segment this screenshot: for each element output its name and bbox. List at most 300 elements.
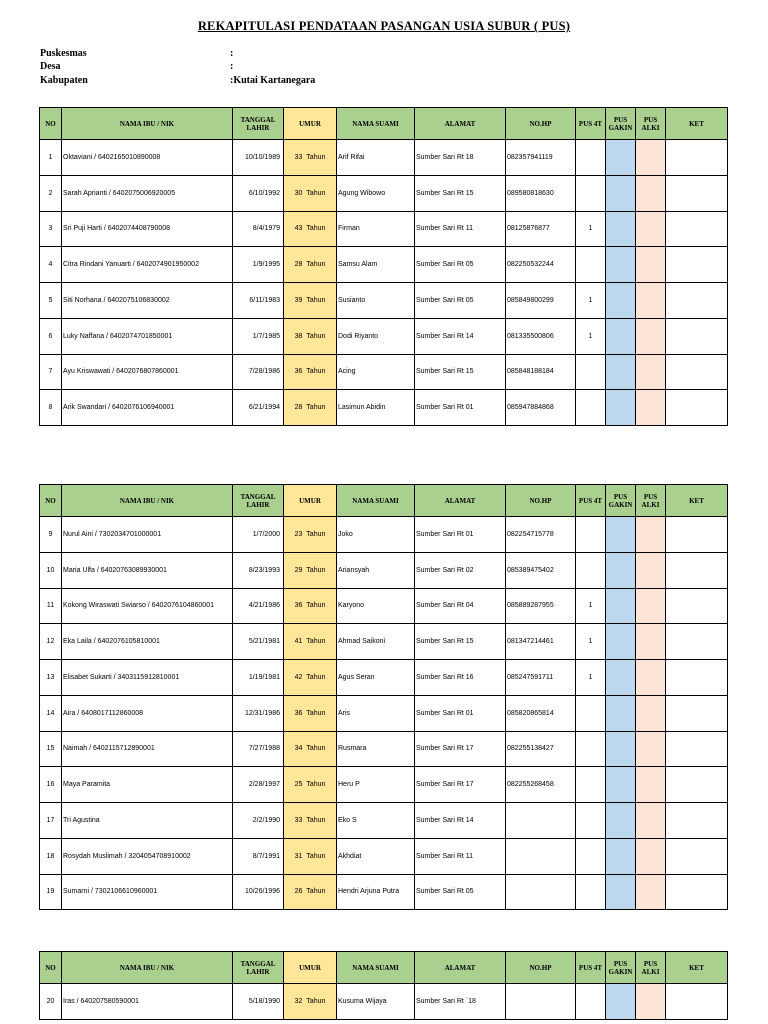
cell-nama-suami: Akhdiat (337, 838, 415, 874)
cell-nama: Maya Paramita (62, 767, 233, 803)
umur-value: 42 (294, 673, 303, 681)
cell-pus-alki (636, 731, 666, 767)
cell-nama: Eka Laila / 6402076105810001 (62, 624, 233, 660)
cell-alamat: Sumber Sari Rt 05 (415, 247, 506, 283)
cell-no: 12 (40, 624, 62, 660)
table-row (40, 283, 728, 319)
column-header-nohp: NO.HP (506, 108, 576, 140)
cell-tanggal-lahir: 6/11/1983 (233, 283, 284, 319)
document-title: REKAPITULASI PENDATAAN PASANGAN USIA SUBUR ( PUS) (197, 19, 571, 33)
cell-pus4t: 1 (576, 318, 606, 354)
cell-no: 17 (40, 803, 62, 839)
cell-tanggal-lahir: 1/19/1981 (233, 660, 284, 696)
column-header-umur: UMUR (284, 108, 337, 140)
cell-alamat: Sumber Sari Rt 01 (415, 517, 506, 553)
umur-unit: Tahun (306, 296, 326, 304)
cell-nama: Citra Rindani Yanuarti / 6402074901950002 (62, 247, 233, 283)
cell-pus4t (576, 767, 606, 803)
umur-unit: Tahun (306, 566, 326, 574)
umur-unit: Tahun (306, 153, 326, 161)
column-header-alki: PUS ALKI (636, 952, 666, 984)
cell-pus-alki (636, 588, 666, 624)
cell-nama: Naimah / 6402115712890001 (62, 731, 233, 767)
pus-table (39, 951, 728, 1020)
cell-ket (666, 660, 728, 696)
cell-tanggal-lahir: 6/10/1992 (233, 175, 284, 211)
cell-pus4t (576, 247, 606, 283)
cell-no: 9 (40, 517, 62, 553)
cell-nohp (506, 874, 576, 910)
umur-value: 36 (294, 602, 303, 610)
table-header-row (40, 952, 728, 984)
cell-umur (284, 283, 337, 319)
cell-nama-suami: Karyono (337, 588, 415, 624)
cell-nama: Ayu Kriswawati / 6402076807860001 (62, 354, 233, 390)
cell-umur (284, 695, 337, 731)
cell-pus4t: 1 (576, 624, 606, 660)
cell-alamat: Sumber Sari Rt 18 (415, 140, 506, 176)
meta-label: Kabupaten (40, 75, 88, 86)
cell-nama-suami: Susianto (337, 283, 415, 319)
umur-unit: Tahun (306, 368, 326, 376)
cell-tanggal-lahir: 8/7/1991 (233, 838, 284, 874)
table-row (40, 731, 728, 767)
umur-value: 25 (294, 781, 303, 789)
column-header-no: NO (40, 952, 62, 984)
umur-unit: Tahun (306, 602, 326, 610)
column-header-pus4t: PUS 4T (576, 108, 606, 140)
cell-alamat: Sumber Sari Rt 04 (415, 588, 506, 624)
cell-nama-suami: Aris (337, 695, 415, 731)
cell-alamat: Sumber Sari Rt 16 (415, 660, 506, 696)
pus-table (39, 484, 728, 910)
cell-pus-gakin (606, 731, 636, 767)
column-header-suami: NAMA SUAMI (337, 108, 415, 140)
cell-alamat: Sumber Sari Rt 02 (415, 552, 506, 588)
cell-pus-gakin (606, 695, 636, 731)
cell-pus4t (576, 390, 606, 426)
umur-unit: Tahun (306, 709, 326, 717)
umur-value: 28 (294, 404, 303, 412)
column-header-no: NO (40, 108, 62, 140)
cell-pus-alki (636, 211, 666, 247)
cell-nama: Nurul Aini / 7302034701000001 (62, 517, 233, 553)
column-header-suami: NAMA SUAMI (337, 952, 415, 984)
cell-alamat: Sumber Sari Rt 05 (415, 283, 506, 319)
cell-umur (284, 140, 337, 176)
cell-pus-alki (636, 552, 666, 588)
cell-nohp: 082254715778 (506, 517, 576, 553)
cell-alamat: Sumber Sari Rt 17 (415, 767, 506, 803)
cell-no: 11 (40, 588, 62, 624)
umur-value: 41 (294, 638, 303, 646)
cell-ket (666, 874, 728, 910)
cell-nama: Sarah Aprianti / 6402075006920005 (62, 175, 233, 211)
cell-pus4t (576, 140, 606, 176)
cell-ket (666, 175, 728, 211)
cell-nama: Luky Naffana / 6402074701850001 (62, 318, 233, 354)
table-row (40, 211, 728, 247)
cell-pus-gakin (606, 211, 636, 247)
cell-nama: Tri Agustina (62, 803, 233, 839)
cell-nama-suami: Samsu Alam (337, 247, 415, 283)
cell-tanggal-lahir: 1/7/2000 (233, 517, 284, 553)
table-row (40, 140, 728, 176)
column-header-nohp: NO.HP (506, 485, 576, 517)
cell-nama-suami: Lasimun Abidin (337, 390, 415, 426)
cell-alamat: Sumber Sari Rt 15 (415, 624, 506, 660)
cell-pus-alki (636, 803, 666, 839)
cell-nama-suami: Acing (337, 354, 415, 390)
cell-nohp: 082255268458 (506, 767, 576, 803)
cell-umur (284, 354, 337, 390)
umur-value: 36 (294, 368, 303, 376)
cell-pus-gakin (606, 624, 636, 660)
umur-value: 34 (294, 745, 303, 753)
cell-nama-suami: Ariansyah (337, 552, 415, 588)
table-row (40, 588, 728, 624)
cell-pus-alki (636, 318, 666, 354)
cell-ket (666, 517, 728, 553)
cell-alamat: Sumber Sari Rt `18 (415, 984, 506, 1020)
cell-pus-gakin (606, 838, 636, 874)
cell-tanggal-lahir: 2/28/1997 (233, 767, 284, 803)
umur-unit: Tahun (306, 781, 326, 789)
cell-nama-suami: Hendri Arjuna Putra (337, 874, 415, 910)
cell-nohp: 089580818630 (506, 175, 576, 211)
cell-ket (666, 247, 728, 283)
cell-ket (666, 984, 728, 1020)
cell-pus-gakin (606, 140, 636, 176)
cell-pus-alki (636, 247, 666, 283)
cell-pus-gakin (606, 390, 636, 426)
cell-nohp (506, 984, 576, 1020)
cell-no: 20 (40, 984, 62, 1020)
umur-value: 32 (294, 997, 303, 1005)
column-header-nohp: NO.HP (506, 952, 576, 984)
cell-pus4t: 1 (576, 211, 606, 247)
umur-unit: Tahun (306, 816, 326, 824)
cell-ket (666, 283, 728, 319)
cell-pus4t (576, 517, 606, 553)
cell-no: 3 (40, 211, 62, 247)
table-row (40, 247, 728, 283)
cell-pus-alki (636, 354, 666, 390)
cell-alamat: Sumber Sari Rt 01 (415, 390, 506, 426)
cell-ket (666, 695, 728, 731)
cell-nohp: 081335500806 (506, 318, 576, 354)
cell-nama-suami: Kusuma Wijaya (337, 984, 415, 1020)
cell-tanggal-lahir: 1/7/1985 (233, 318, 284, 354)
column-header-umur: UMUR (284, 952, 337, 984)
umur-unit: Tahun (306, 332, 326, 340)
cell-pus-gakin (606, 767, 636, 803)
cell-no: 4 (40, 247, 62, 283)
cell-tanggal-lahir: 7/27/1988 (233, 731, 284, 767)
cell-no: 14 (40, 695, 62, 731)
cell-tanggal-lahir: 12/31/1986 (233, 695, 284, 731)
column-header-suami: NAMA SUAMI (337, 485, 415, 517)
cell-nama-suami: Dodi Riyanto (337, 318, 415, 354)
cell-no: 15 (40, 731, 62, 767)
column-header-ket: KET (666, 108, 728, 140)
table-row (40, 517, 728, 553)
cell-umur (284, 175, 337, 211)
cell-tanggal-lahir: 5/21/1981 (233, 624, 284, 660)
cell-nama: Sri Puji Harti / 6402074408790008 (62, 211, 233, 247)
cell-nohp: 085389475402 (506, 552, 576, 588)
cell-no: 16 (40, 767, 62, 803)
column-header-gakin: PUS GAKIN (606, 952, 636, 984)
cell-alamat: Sumber Sari Rt 15 (415, 354, 506, 390)
cell-no: 5 (40, 283, 62, 319)
cell-pus-alki (636, 767, 666, 803)
meta-puskesmas: Puskesmas : (40, 48, 234, 59)
table-row (40, 984, 728, 1020)
umur-value: 23 (294, 530, 303, 538)
table-row (40, 874, 728, 910)
cell-nama: Sumarni / 7302106610960001 (62, 874, 233, 910)
column-header-gakin: PUS GAKIN (606, 108, 636, 140)
column-header-tanggal: TANGGAL LAHIR (233, 485, 284, 517)
cell-nama: Oktaviani / 6402165010890008 (62, 140, 233, 176)
cell-pus-gakin (606, 984, 636, 1020)
umur-unit: Tahun (306, 888, 326, 896)
column-header-nama: NAMA IBU / NIK (62, 485, 233, 517)
column-header-alamat: ALAMAT (415, 108, 506, 140)
cell-tanggal-lahir: 7/28/1986 (233, 354, 284, 390)
column-header-no: NO (40, 485, 62, 517)
cell-tanggal-lahir: 1/9/1995 (233, 247, 284, 283)
cell-nohp: 082357941119 (506, 140, 576, 176)
cell-nama: Rosydah Muslimah / 3204054708910002 (62, 838, 233, 874)
cell-pus-alki (636, 517, 666, 553)
cell-nama-suami: Joko (337, 517, 415, 553)
cell-pus-gakin (606, 660, 636, 696)
cell-ket (666, 140, 728, 176)
cell-nohp: 085889287955 (506, 588, 576, 624)
cell-pus-gakin (606, 175, 636, 211)
cell-ket (666, 390, 728, 426)
cell-umur (284, 767, 337, 803)
cell-tanggal-lahir: 10/10/1989 (233, 140, 284, 176)
cell-ket (666, 211, 728, 247)
cell-nama-suami: Ahmad Saikoni (337, 624, 415, 660)
cell-ket (666, 767, 728, 803)
cell-ket (666, 624, 728, 660)
cell-umur (284, 517, 337, 553)
cell-nama: Arik Swandari / 6402076106940001 (62, 390, 233, 426)
pus-table (39, 107, 728, 426)
cell-nohp (506, 803, 576, 839)
cell-pus4t (576, 874, 606, 910)
cell-nama-suami: Eko S (337, 803, 415, 839)
cell-nama-suami: Agus Seran (337, 660, 415, 696)
cell-no: 6 (40, 318, 62, 354)
cell-tanggal-lahir: 8/23/1993 (233, 552, 284, 588)
umur-unit: Tahun (306, 530, 326, 538)
cell-pus-alki (636, 283, 666, 319)
cell-ket (666, 731, 728, 767)
cell-tanggal-lahir: 8/4/1979 (233, 211, 284, 247)
cell-tanggal-lahir: 5/18/1990 (233, 984, 284, 1020)
cell-nama-suami: Rusmara (337, 731, 415, 767)
umur-value: 33 (294, 153, 303, 161)
umur-value: 30 (294, 189, 303, 197)
column-header-tanggal: TANGGAL LAHIR (233, 108, 284, 140)
cell-pus-alki (636, 140, 666, 176)
cell-nama: Siti Norhana / 6402075106830002 (62, 283, 233, 319)
cell-ket (666, 552, 728, 588)
umur-unit: Tahun (306, 745, 326, 753)
column-header-tanggal: TANGGAL LAHIR (233, 952, 284, 984)
table-header-row (40, 108, 728, 140)
column-header-nama: NAMA IBU / NIK (62, 952, 233, 984)
umur-value: 43 (294, 225, 303, 233)
cell-pus4t (576, 175, 606, 211)
cell-nama: Kokong Wiraswati Swiarso / 6402076104860001 (62, 588, 233, 624)
cell-no: 8 (40, 390, 62, 426)
cell-pus4t (576, 354, 606, 390)
cell-umur (284, 552, 337, 588)
cell-pus4t (576, 984, 606, 1020)
meta-desa: Desa : (40, 61, 234, 72)
column-header-gakin: PUS GAKIN (606, 485, 636, 517)
cell-pus-gakin (606, 517, 636, 553)
cell-ket (666, 838, 728, 874)
cell-nama: Maria Ulfa / 6402076308993000​1 (62, 552, 233, 588)
umur-value: 36 (294, 709, 303, 717)
cell-umur (284, 838, 337, 874)
cell-pus-gakin (606, 283, 636, 319)
cell-nama-suami: Agung Wibowo (337, 175, 415, 211)
cell-no: 19 (40, 874, 62, 910)
column-header-pus4t: PUS 4T (576, 952, 606, 984)
umur-value: 33 (294, 816, 303, 824)
umur-unit: Tahun (306, 852, 326, 860)
cell-pus-alki (636, 695, 666, 731)
cell-pus-gakin (606, 588, 636, 624)
cell-pus-gakin (606, 354, 636, 390)
table-header-row (40, 485, 728, 517)
cell-pus4t: 1 (576, 588, 606, 624)
cell-no: 2 (40, 175, 62, 211)
umur-unit: Tahun (306, 225, 326, 233)
cell-tanggal-lahir: 4/21/1986 (233, 588, 284, 624)
cell-umur (284, 211, 337, 247)
meta-label: Puskesmas (40, 48, 87, 59)
cell-no: 13 (40, 660, 62, 696)
table-row (40, 767, 728, 803)
meta-value: Kutai Kartanegara (233, 75, 316, 86)
cell-alamat: Sumber Sari Rt 11 (415, 838, 506, 874)
umur-value: 31 (294, 852, 303, 860)
cell-umur (284, 984, 337, 1020)
umur-unit: Tahun (306, 997, 326, 1005)
cell-pus4t (576, 695, 606, 731)
column-header-alki: PUS ALKI (636, 485, 666, 517)
cell-umur (284, 731, 337, 767)
cell-pus-gakin (606, 318, 636, 354)
column-header-alki: PUS ALKI (636, 108, 666, 140)
cell-alamat: Sumber Sari Rt 05 (415, 874, 506, 910)
cell-ket (666, 588, 728, 624)
umur-value: 28 (294, 261, 303, 269)
umur-unit: Tahun (306, 638, 326, 646)
cell-nohp: 085848188184 (506, 354, 576, 390)
cell-nohp (506, 838, 576, 874)
column-header-umur: UMUR (284, 485, 337, 517)
umur-unit: Tahun (306, 404, 326, 412)
cell-nohp: 085247591711 (506, 660, 576, 696)
cell-nohp: 085820865814 (506, 695, 576, 731)
cell-nama: Iras / 640207580590001 (62, 984, 233, 1020)
cell-nohp: 082255138427 (506, 731, 576, 767)
umur-value: 38 (294, 332, 303, 340)
column-header-ket: KET (666, 952, 728, 984)
cell-umur (284, 660, 337, 696)
cell-no: 7 (40, 354, 62, 390)
cell-pus-gakin (606, 552, 636, 588)
column-header-pus4t: PUS 4T (576, 485, 606, 517)
cell-no: 1 (40, 140, 62, 176)
cell-nohp: 082250532244 (506, 247, 576, 283)
column-header-ket: KET (666, 485, 728, 517)
cell-pus-alki (636, 390, 666, 426)
column-header-nama: NAMA IBU / NIK (62, 108, 233, 140)
cell-alamat: Sumber Sari Rt 17 (415, 731, 506, 767)
cell-pus4t (576, 552, 606, 588)
cell-pus-alki (636, 175, 666, 211)
cell-nohp: 08125876877 (506, 211, 576, 247)
table-row (40, 318, 728, 354)
cell-alamat: Sumber Sari Rt 14 (415, 803, 506, 839)
table-row (40, 803, 728, 839)
table-row (40, 624, 728, 660)
cell-pus4t (576, 731, 606, 767)
cell-no: 10 (40, 552, 62, 588)
cell-nama: Aira / 6408017112860008 (62, 695, 233, 731)
table-row (40, 390, 728, 426)
meta-kabupaten: Kabupaten :Kutai Kartanegara (40, 75, 316, 86)
cell-nama-suami: Arif Rifai (337, 140, 415, 176)
cell-nohp: 081347214461 (506, 624, 576, 660)
cell-umur (284, 624, 337, 660)
umur-value: 29 (294, 566, 303, 574)
table-row (40, 660, 728, 696)
umur-unit: Tahun (306, 189, 326, 197)
cell-no: 18 (40, 838, 62, 874)
cell-nama-suami: Firman (337, 211, 415, 247)
cell-ket (666, 318, 728, 354)
cell-alamat: Sumber Sari Rt 11 (415, 211, 506, 247)
cell-nohp: 085947884868 (506, 390, 576, 426)
column-header-alamat: ALAMAT (415, 952, 506, 984)
cell-umur (284, 874, 337, 910)
umur-value: 26 (294, 888, 303, 896)
table-row (40, 552, 728, 588)
cell-tanggal-lahir: 6/21/1994 (233, 390, 284, 426)
cell-pus-gakin (606, 803, 636, 839)
cell-umur (284, 588, 337, 624)
cell-umur (284, 390, 337, 426)
cell-pus-alki (636, 838, 666, 874)
cell-nohp: 085849800299 (506, 283, 576, 319)
cell-umur (284, 318, 337, 354)
cell-umur (284, 803, 337, 839)
cell-alamat: Sumber Sari Rt 01 (415, 695, 506, 731)
column-header-alamat: ALAMAT (415, 485, 506, 517)
